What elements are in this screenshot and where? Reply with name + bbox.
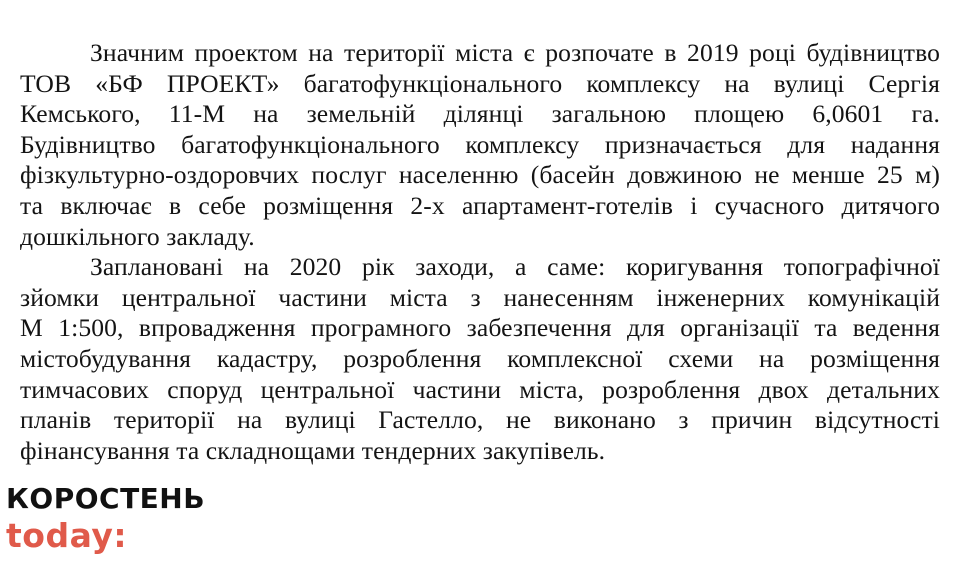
paragraph-1-line-7: дошкільного закладу. <box>20 221 255 251</box>
paragraph-2-line-2: зйомки центральної частини міста з нанесенням інженерних комунікацій <box>20 282 940 312</box>
paragraph-1-line-5: фізкультурно-оздоровчих послуг населенню (басейн довжиною не менше 25 м) <box>20 160 940 190</box>
paragraph-2-line-3: М 1:500, впровадження програмного забезпечення для організації та ведення <box>20 313 940 343</box>
paragraph-2-line-7: фінансування та складнощами тендерних закупівель. <box>20 435 606 465</box>
paragraph-2-line-4: містобудування кадастру, розроблення комплексної схеми на розміщення <box>20 343 940 373</box>
paragraph-1-line-2: ТОВ «БФ ПРОЕКТ» багатофункціонального комплексу на вулиці Сергія <box>20 68 940 98</box>
paragraph-2-line-5: тимчасових споруд центральної частини міста, розроблення двох детальних <box>20 374 940 404</box>
brand-city-name: КОРОСТЕНЬ <box>6 482 206 515</box>
brand-logo <box>6 482 205 556</box>
brand-today-label: today: <box>6 516 128 555</box>
paragraph-1-line-1: Значним проектом на території міста є розпочате в 2019 році будівництво <box>90 38 940 67</box>
paragraph-1-line-4: Будівництво багатофункціонального комплексу призначається для надання <box>20 129 940 159</box>
paragraph-1-line-3: Кемського, 11-М на земельній ділянці загальною площею 6,0601 га. <box>20 99 940 129</box>
paragraph-1-line-6: та включає в себе розміщення 2-х апартамент-готелів і сучасного дитячого <box>20 190 940 220</box>
paragraph-2-line-1: Заплановані на 2020 рік заходи, а саме: коригування топографічної <box>90 252 940 282</box>
paragraph-2-line-6: планів території на вулиці Гастелло, не виконано з причин відсутності <box>20 405 940 435</box>
document-text <box>20 38 940 466</box>
